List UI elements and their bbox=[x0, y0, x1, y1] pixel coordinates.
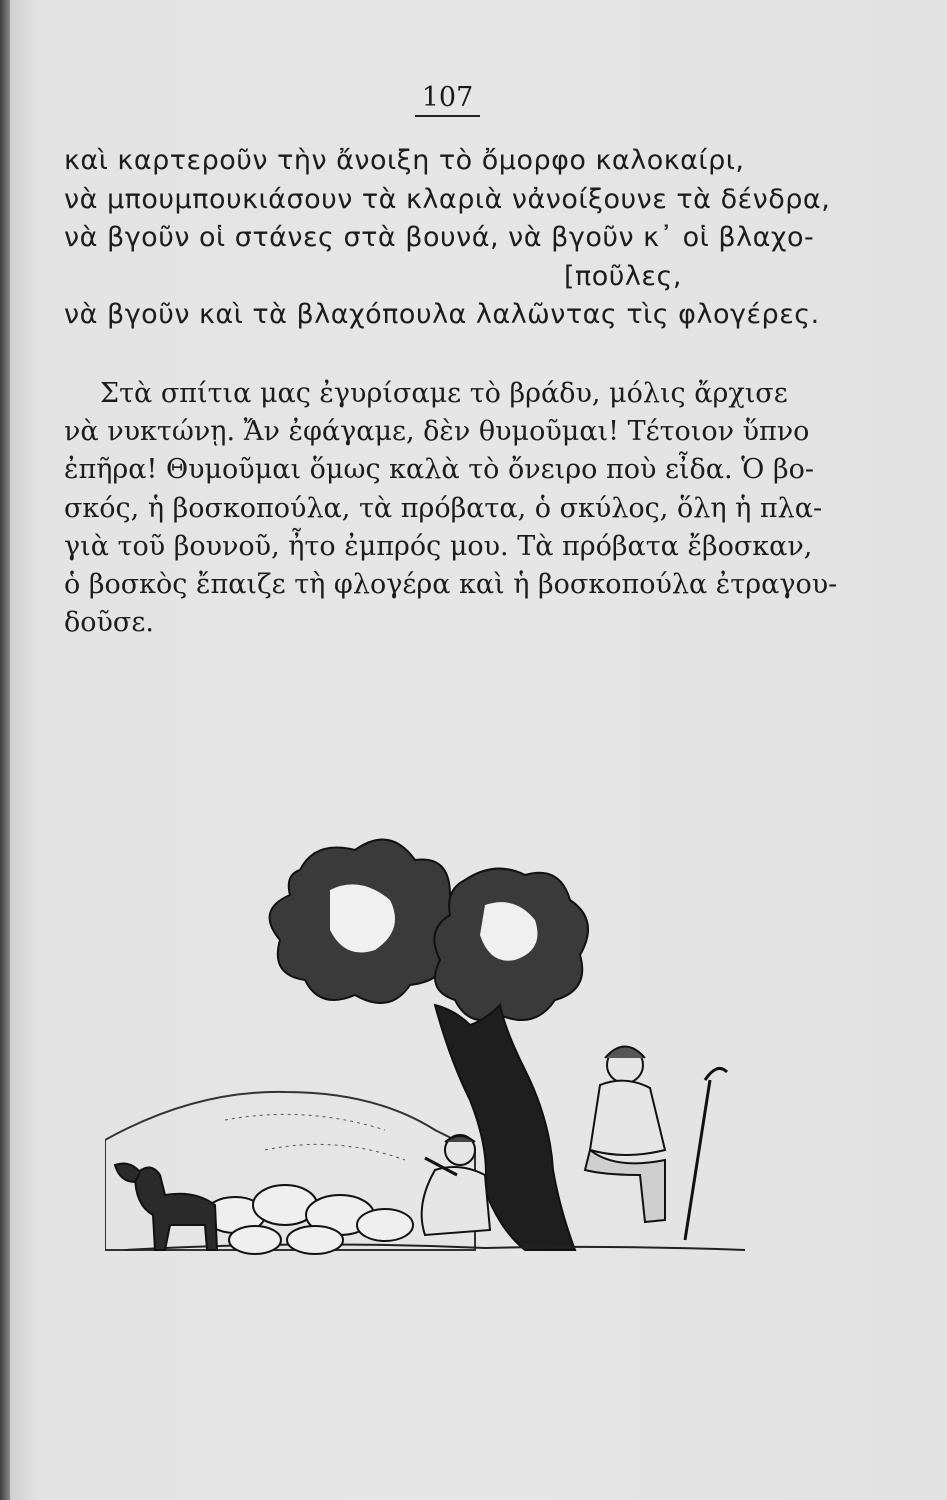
prose-line: ὁ βοσκὸς ἔπαιζε τὴ φλογέρα καὶ ἡ βοσκοπούλα ἐτραγου- bbox=[64, 568, 838, 600]
prose-line: γιὰ τοῦ βουνοῦ, ἦτο ἐμπρός μου. Τὰ πρόβατα ἔβοσκαν, bbox=[64, 530, 813, 562]
book-spine-edge bbox=[0, 0, 10, 1500]
hill-shading bbox=[225, 1114, 385, 1130]
prose-line: νὰ νυκτώνῃ. Ἄν ἐφάγαμε, δὲν θυμοῦμαι! Τέτοιον ὕπνο bbox=[64, 416, 810, 448]
prose-line: ἐπῆρα! Θυμοῦμαι ὅμως καλὰ τὸ ὄνειρο ποὺ εἶδα. Ὁ βο- bbox=[64, 454, 814, 486]
poem-line: καὶ καρτεροῦν τὴν ἄνοιξη τὸ ὄμορφο καλοκαίρι, bbox=[64, 145, 745, 176]
prose-line: Στὰ σπίτια μας ἐγυρίσαμε τὸ βράδυ, μόλις ἄρχισε bbox=[100, 378, 788, 409]
prose-line: σκός, ἡ βοσκοπούλα, τὰ πρόβατα, ὁ σκύλος, ὅλη ἡ πλα- bbox=[64, 492, 823, 524]
poem-line: νὰ βγοῦν καὶ τὰ βλαχόπουλα λαλῶντας τὶς φλογέρες. bbox=[64, 299, 820, 330]
poem-line: νὰ βγοῦν οἱ στάνες στὰ βουνά, νὰ βγοῦν κ᾽ οἱ βλαχο- bbox=[64, 222, 815, 253]
sheep-flock bbox=[205, 1185, 413, 1254]
poem-line-continuation: [ποῦλες, bbox=[564, 260, 682, 292]
prose-paragraph bbox=[64, 375, 838, 642]
poem-block bbox=[64, 142, 831, 335]
poem-line: νὰ μπουμπουκιάσουν τὰ κλαριὰ νἀνοίξουνε τὰ δένδρα, bbox=[64, 183, 831, 215]
shepherd-figure bbox=[422, 1135, 490, 1235]
shepherdess-figure bbox=[585, 1047, 727, 1241]
dog-figure bbox=[115, 1164, 217, 1250]
hill-shading bbox=[265, 1144, 405, 1160]
pastoral-scene-illustration bbox=[105, 830, 765, 1330]
book-page bbox=[10, 0, 947, 1500]
tree-foliage bbox=[270, 840, 588, 1020]
page-number: 107 bbox=[415, 82, 480, 117]
prose-line: δοῦσε. bbox=[64, 607, 154, 639]
